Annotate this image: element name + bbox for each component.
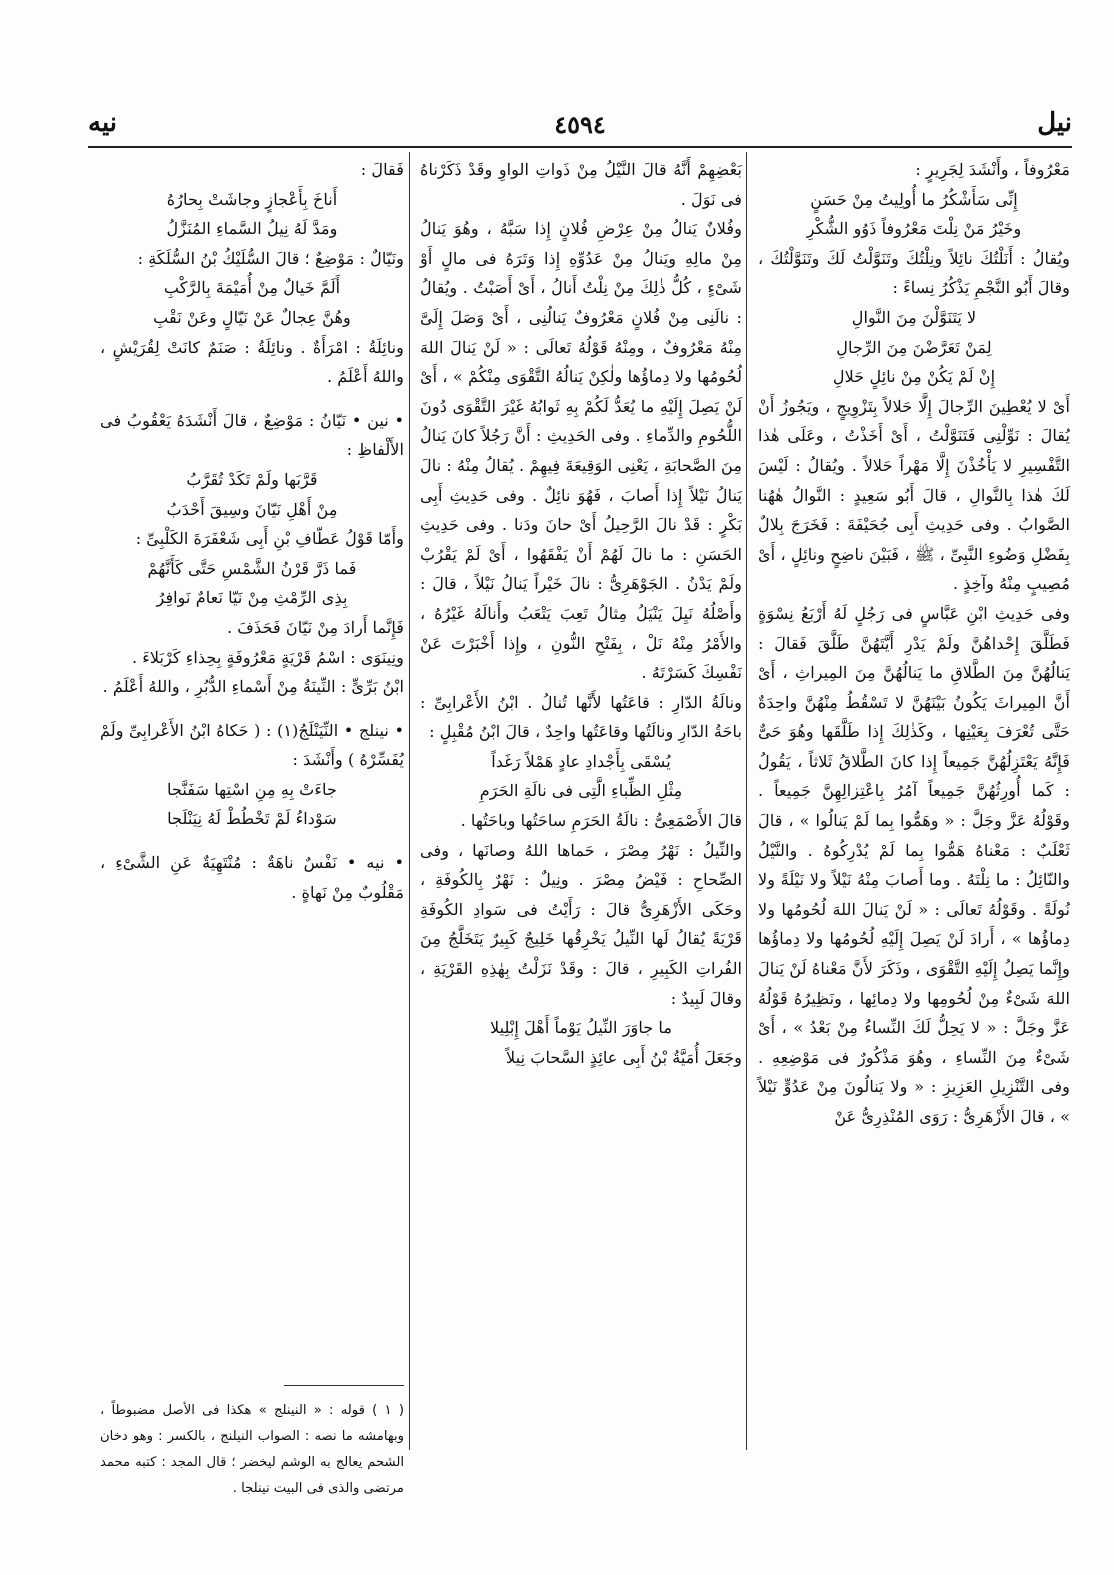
entry-gap xyxy=(100,834,404,848)
column-separator xyxy=(409,152,410,1450)
paragraph: • نيه • نَفْسٌ ناهَةٌ : مُنْتَهِيَةٌ عَنِ الشَّىْءِ ، مَقْلُوبٌ مِنْ نَهاةٍ . xyxy=(100,853,404,902)
verse-line: لِمَنْ تَعَرَّضْنَ مِنَ الرِّجالِ xyxy=(836,337,992,357)
footnote: ( ١ ) قوله : « النينلج » هكذا فى الأصل مضبوطاً ، وبهامشه ما نصه : الصواب النيلنج ، بالكسر : وهو دخان الشحم يعالج به الوشم ليخضر ؛ قال المجد : كتبه محمد مرتضى والذى فى البيت نينلجا . xyxy=(100,1403,405,1496)
verse-line: فَما ذَرَّ قَرْنُ الشَّمْسِ حَتَّى كَأَنَّهُمْ xyxy=(147,558,357,578)
paragraph: وأَمّا قَوْلُ عَطّافِ بْنِ أَبِى شَعْفَرَةَ الكَلْبِىِّ : xyxy=(135,529,404,549)
page-number: ٤٥٩٤ xyxy=(554,110,606,139)
paragraph: وفُلانٌ يَنالُ مِنْ عِرْضِ فُلانٍ إِذا سَبَّهُ ، وهُوَ يَنالُ مِنْ مالِهِ ويَنالُ مِنْ عَدُوِّهِ إِذا وَتَرَهُ فى مالٍ أَوْ شَىْءٍ ، كُلُّ ذٰلِكَ مِنْ نِلْتُ أَنالُ ، أَىْ أَصَبْتُ . ويُقالُ : نالَنِى مِنْ فُلانٍ مَعْرُوفٌ يَنالُنِى ، أَىْ وَصَلَ إِلَىَّ مِنْهُ مَعْرُوفٌ ، ومِنْهُ قَوْلُهُ تَعالَى : « لَنْ يَنالَ اللهَ لُحُومُها ولا دِماؤُها ولٰكِنْ يَنالُهُ التَّقْوَى مِنْكُمْ » ، أَىْ لَنْ يَصِلَ إِلَيْهِ ما يُعَدُّ لَكُمْ بِهِ ثَوابُهُ غَيْرَ التَّقْوَى دُونَ اللُّحُومِ والدِّماءِ . وفى الحَدِيثِ : أَنَّ رَجُلاً كانَ يَنالُ مِنَ الصَّحابَةِ ، يَعْنِى الوَقِيعَةَ فِيهِمْ . يُقالُ مِنْهُ : نالَ يَنالُ نَيْلاً إِذا أَصابَ ، فَهُوَ نائِلٌ . وفى حَدِيثِ أَبِى بَكْرٍ : قَدْ نالَ الرَّحِيلُ أَىْ حانَ ودَنا . وفى حَدِيثِ الحَسَنِ : ما نالَ لَهُمْ أَنْ يَفْقَهُوا ، أَىْ لَمْ يَقْرُبْ ولَمْ يَدْنُ . الجَوْهَرِىُّ : نالَ خَيْراً يَنالُ نَيْلاً ، قالَ : وأَصْلُهُ نَيِلَ يَنْيَلُ مِثالُ تَعِبَ يَتْعَبُ وأَنالَهُ غَيْرُهُ ، والأَمْرُ مِنْهُ نَلْ ، بِفَتْحِ النُّونِ ، وإِذا أَخْبَرْتَ عَنْ نَفْسِكَ كَسَرْتَهُ . xyxy=(420,219,742,683)
paragraph: فَإِنَّما أَرادَ مِنْ نَيّانَ فَحَذَفَ . xyxy=(226,617,404,637)
verse-line: أَلَمَّ خَيالٌ مِنْ أُمَيْمَةَ بِالرَّكْبِ xyxy=(163,278,341,298)
page-header xyxy=(88,108,1072,144)
verse-line: أَناخَ بِأَعْجازٍ وجاشَتْ بِحارُهُ xyxy=(166,189,338,209)
paragraph: أَىْ لا يُعْطِينَ الرِّجالَ إِلَّا حَلالاً بِتَزْوِيجٍ ، ويَجُوزُ أَنْ يُقالَ : نَوِّلْنِى فَتَنَوَّلْتُ ، أَىْ أَخَذْتُ ، وعَلَى هٰذا التَّفْسِيرِ لا يَأْخُذْنَ إِلَّا مَهْراً حَلالاً . ويُقالُ : لَيْسَ لَكَ هٰذا بِالنَّوالِ ، قالَ أَبُو سَعِيدٍ : النَّوالُ هٰهُنا الصَّوابُ . وفى حَدِيثِ أَبِى جُحَيْفَةَ : فَخَرَجَ بِلالٌ بِفَضْلِ وَضُوءِ النَّبِىِّ ، ﷺ ، فَبَيْنَ ناضِحٍ ونائِلٍ ، أَىْ مُصِيبٍ مِنْهُ وآخِذٍ . xyxy=(758,396,1070,594)
column-right xyxy=(758,155,1070,1132)
paragraph: قالَ الأَصْمَعِىُّ : نالَةُ الحَرَمِ ساحَتُها وباحَتُها . xyxy=(460,811,742,831)
verse-line: مِنْ أَهْلِ نَيّانَ وسِيقَ أَحْدَبُ xyxy=(166,499,338,519)
header-headword-right: نيل xyxy=(1037,108,1072,138)
column-left xyxy=(100,155,404,907)
paragraph: وجَعَلَ أُمَيَّةُ بْنُ أَبِى عائِذٍ السَّحابَ نِيلاً xyxy=(506,1047,742,1067)
paragraph: وفى حَدِيثِ ابْنِ عَبَّاسٍ فى رَجُلٍ لَهُ أَرْبَعُ نِسْوَةٍ فَطَلَّقَ إِحْداهُنَّ ولَمْ يَدْرِ أَيَّتَهُنَّ طَلَّقَ فَقالَ : يَنالُهُنَّ مِنَ الطَّلاقِ ما يَنالُهُنَّ مِنَ المِيراثِ ، أَىْ أَنَّ المِيراثَ يَكُونُ بَيْنَهُنَّ لا تَسْقُطُ مِنْهُنَّ واحِدَةٌ حَتَّى تُعْرَفَ بِعَيْنِها ، وكَذٰلِكَ إِذا طَلَّقَها وهُوَ حَىٌّ فَإِنَّهُ يَعْتَزِلُهُنَّ جَمِيعاً إِذا كانَ الطَّلاقُ ثَلاثاً ، يَقُولُ : كَما أُورِثُهُنَّ جَمِيعاً آمُرُ بِاعْتِزالِهِنَّ جَمِيعاً . وقَوْلُهُ عَزَّ وجَلَّ : « وهَمُّوا بِما لَمْ يَنالُوا » ، قالَ ثَعْلَبٌ : مَعْناهُ هَمُّوا بِما لَمْ يُدْرِكُوهُ . والنَّيْلُ والنّائِلُ : ما نِلْتَهُ . وما أَصابَ مِنْهُ نَيْلاً ولا نَيْلَةً ولا نُولَةً . وقَوْلُهُ تَعالَى : « لَنْ يَنالَ اللهَ لُحُومُها ولا دِماؤُها » ، أَرادَ لَنْ يَصِلَ إِلَيْهِ لُحُومُها ولا دِماؤُها وإِنَّما يَصِلُ إِلَيْهِ التَّقْوَى ، وذَكَرَ لأَنَّ مَعْناهُ لَنْ يَنالَ اللهَ شَىْءٌ مِنْ لُحُومِها ولا دِمائِها ، ونَظِيرُهُ قَوْلُهُ عَزَّ وجَلَّ : « لا يَحِلُّ لَكَ النِّساءُ مِنْ بَعْدُ » ، أَىْ شَىْءٌ مِنَ النِّساءِ ، وهُوَ مَذْكُورٌ فى مَوْضِعِهِ . وفى التَّنْزِيلِ العَزِيزِ : « ولا يَنالُونَ مِنْ عَدُوٍّ نَيْلاً » ، قالَ الأَزْهَرِىُّ : رَوَى المُنْذِرِىُّ عَنْ xyxy=(758,603,1070,1126)
paragraph: ونِينَوَى : اسْمُ قَرْيَةٍ مَعْرُوفَةٍ بِحِذاءِ كَرْبَلاءَ . xyxy=(131,647,404,667)
footnote-rule xyxy=(284,1385,404,1386)
header-rule xyxy=(88,146,1072,148)
verse-line: وهُنَّ عِجالٌ عَنْ نَيّالٍ وعَنْ نَقْبِ xyxy=(153,307,351,327)
entry-gap xyxy=(100,702,404,716)
column-separator xyxy=(746,152,747,1450)
paragraph: فَقالَ : xyxy=(360,160,404,179)
verse-line: إِنْ لَمْ يَكُنْ مِنْ نائِلٍ حَلالِ xyxy=(832,367,996,387)
header-headword-left: نيه xyxy=(88,108,118,138)
paragraph: ويُقالُ : أَنَلْتُكَ نائِلاً ونِلْتُكَ وتَنَوَّلْتُ لَكَ وتَنَوَّلْتُكَ ، وقالَ أَبُو النَّجْمِ يَذْكُرُ نِساءً : xyxy=(758,248,1070,298)
verse-line: إِنِّى سَأَشْكُرُ ما أُولِيتُ مِنْ حَسَنٍ xyxy=(810,189,1018,209)
paragraph: ونَيّالٌ : مَوْضِعٌ ؛ قالَ السُّلَيْكُ بْنُ السُّلَكَةِ : xyxy=(137,248,404,268)
verse-line: ما جاوَرَ النِّيلُ يَوْماً أَهْلَ إِبْلِيلا xyxy=(489,1018,673,1038)
verse-line: جاءَتْ بِهِ مِنِ اسْتِها سَفَنَّجا xyxy=(167,779,337,799)
paragraph: • نينلج • النِّيَنْلَجُ(١) : ( حَكاهُ ابْنُ الأَعْرابِىِّ ولَمْ يُفَسِّرْهُ ) وأَنْشَدَ : xyxy=(100,720,404,770)
verse-line: وخَيْرُ مَنْ نِلْتَ مَعْرُوفاً ذَوُو الشُّكْرِ xyxy=(806,219,1022,239)
paragraph: والنِّيلُ : نَهْرُ مِصْرَ ، حَماها اللهُ وصانَها ، وفى الصِّحاحِ : فَيْضُ مِصْرَ . ونِيلٌ : نَهْرٌ بِالكُوفَةِ ، وحَكَى الأَزْهَرِىُّ قالَ : رَأَيْتُ فى سَوادِ الكُوفَةِ قَرْيَةً يُقالُ لَها النِّيلُ يَخْرِقُها خَلِيجٌ كَبِيرٌ يَتَخَلَّجُ مِنَ الفُراتِ الكَبِيرِ ، قالَ : وقَدْ نَزَلْتُ بِهٰذِهِ القَرْيَةِ ، وقالَ لَبِيدٌ : xyxy=(420,840,742,1008)
verse-line: ومَدَّ لَهُ نِيلُ السَّماءِ المُنَزَّلُ xyxy=(166,219,338,239)
verse-line: مِثْلِ الظِّباءِ الَّتِى فى نالَةِ الحَرَمِ xyxy=(479,781,683,801)
verse-line: لا يَتَنَوَّلْنَ مِنَ النَّوالِ xyxy=(851,307,977,327)
entry-gap xyxy=(100,392,404,406)
verse-line: سَوْداءُ لَمْ تَخْطُطْ لَهُ نِيَنْلَجا xyxy=(167,809,337,829)
verse-line: يُسْقَى بِأَجْدادِ عادٍ هَمْلاً رَغَداً xyxy=(491,751,671,771)
paragraph: ونائِلَةُ : امْرَأَةٌ . ونائِلَةُ : صَنَمٌ كانَتْ لِقُرَيْشٍ ، واللهُ أَعْلَمُ . xyxy=(100,337,404,387)
column-middle xyxy=(420,155,742,1072)
verse-line: قَرَّبَها ولَمْ تَكَدْ تُقَرَّبُ xyxy=(186,469,318,489)
paragraph: ابْنُ بَرِّىٍّ : النِّينَةُ مِنْ أَسْماءِ الدُّبُرِ ، واللهُ أَعْلَمُ . xyxy=(102,677,404,697)
paragraph: بَعْضِهِمْ أَنَّهُ قالَ النَّيْلُ مِنْ ذَواتِ الواوِ وقَدْ ذَكَرْناهُ فى نَوَلَ . xyxy=(420,160,742,209)
paragraph: • نين • نَيّانُ : مَوْضِعٌ ، قالَ أَنْشَدَهُ يَعْقُوبُ فى الأَلْفاظِ : xyxy=(100,410,404,460)
verse-line: بِذِى الرِّمْثِ مِنْ نَيّا نَعامٌ نَوافِرُ xyxy=(156,588,348,608)
paragraph: ونالَةُ الدّارِ : قاعَتُها لأَنَّها تُنالُ . ابْنُ الأَعْرابِىِّ : باحَةُ الدّارِ ونالَتُها وقاعَتُها واحِدٌ ، قالَ ابْنُ مُقْبِلٍ : xyxy=(420,692,742,742)
paragraph: مَعْرُوفاً ، وأَنْشَدَ لِجَرِيرٍ : xyxy=(915,160,1070,179)
